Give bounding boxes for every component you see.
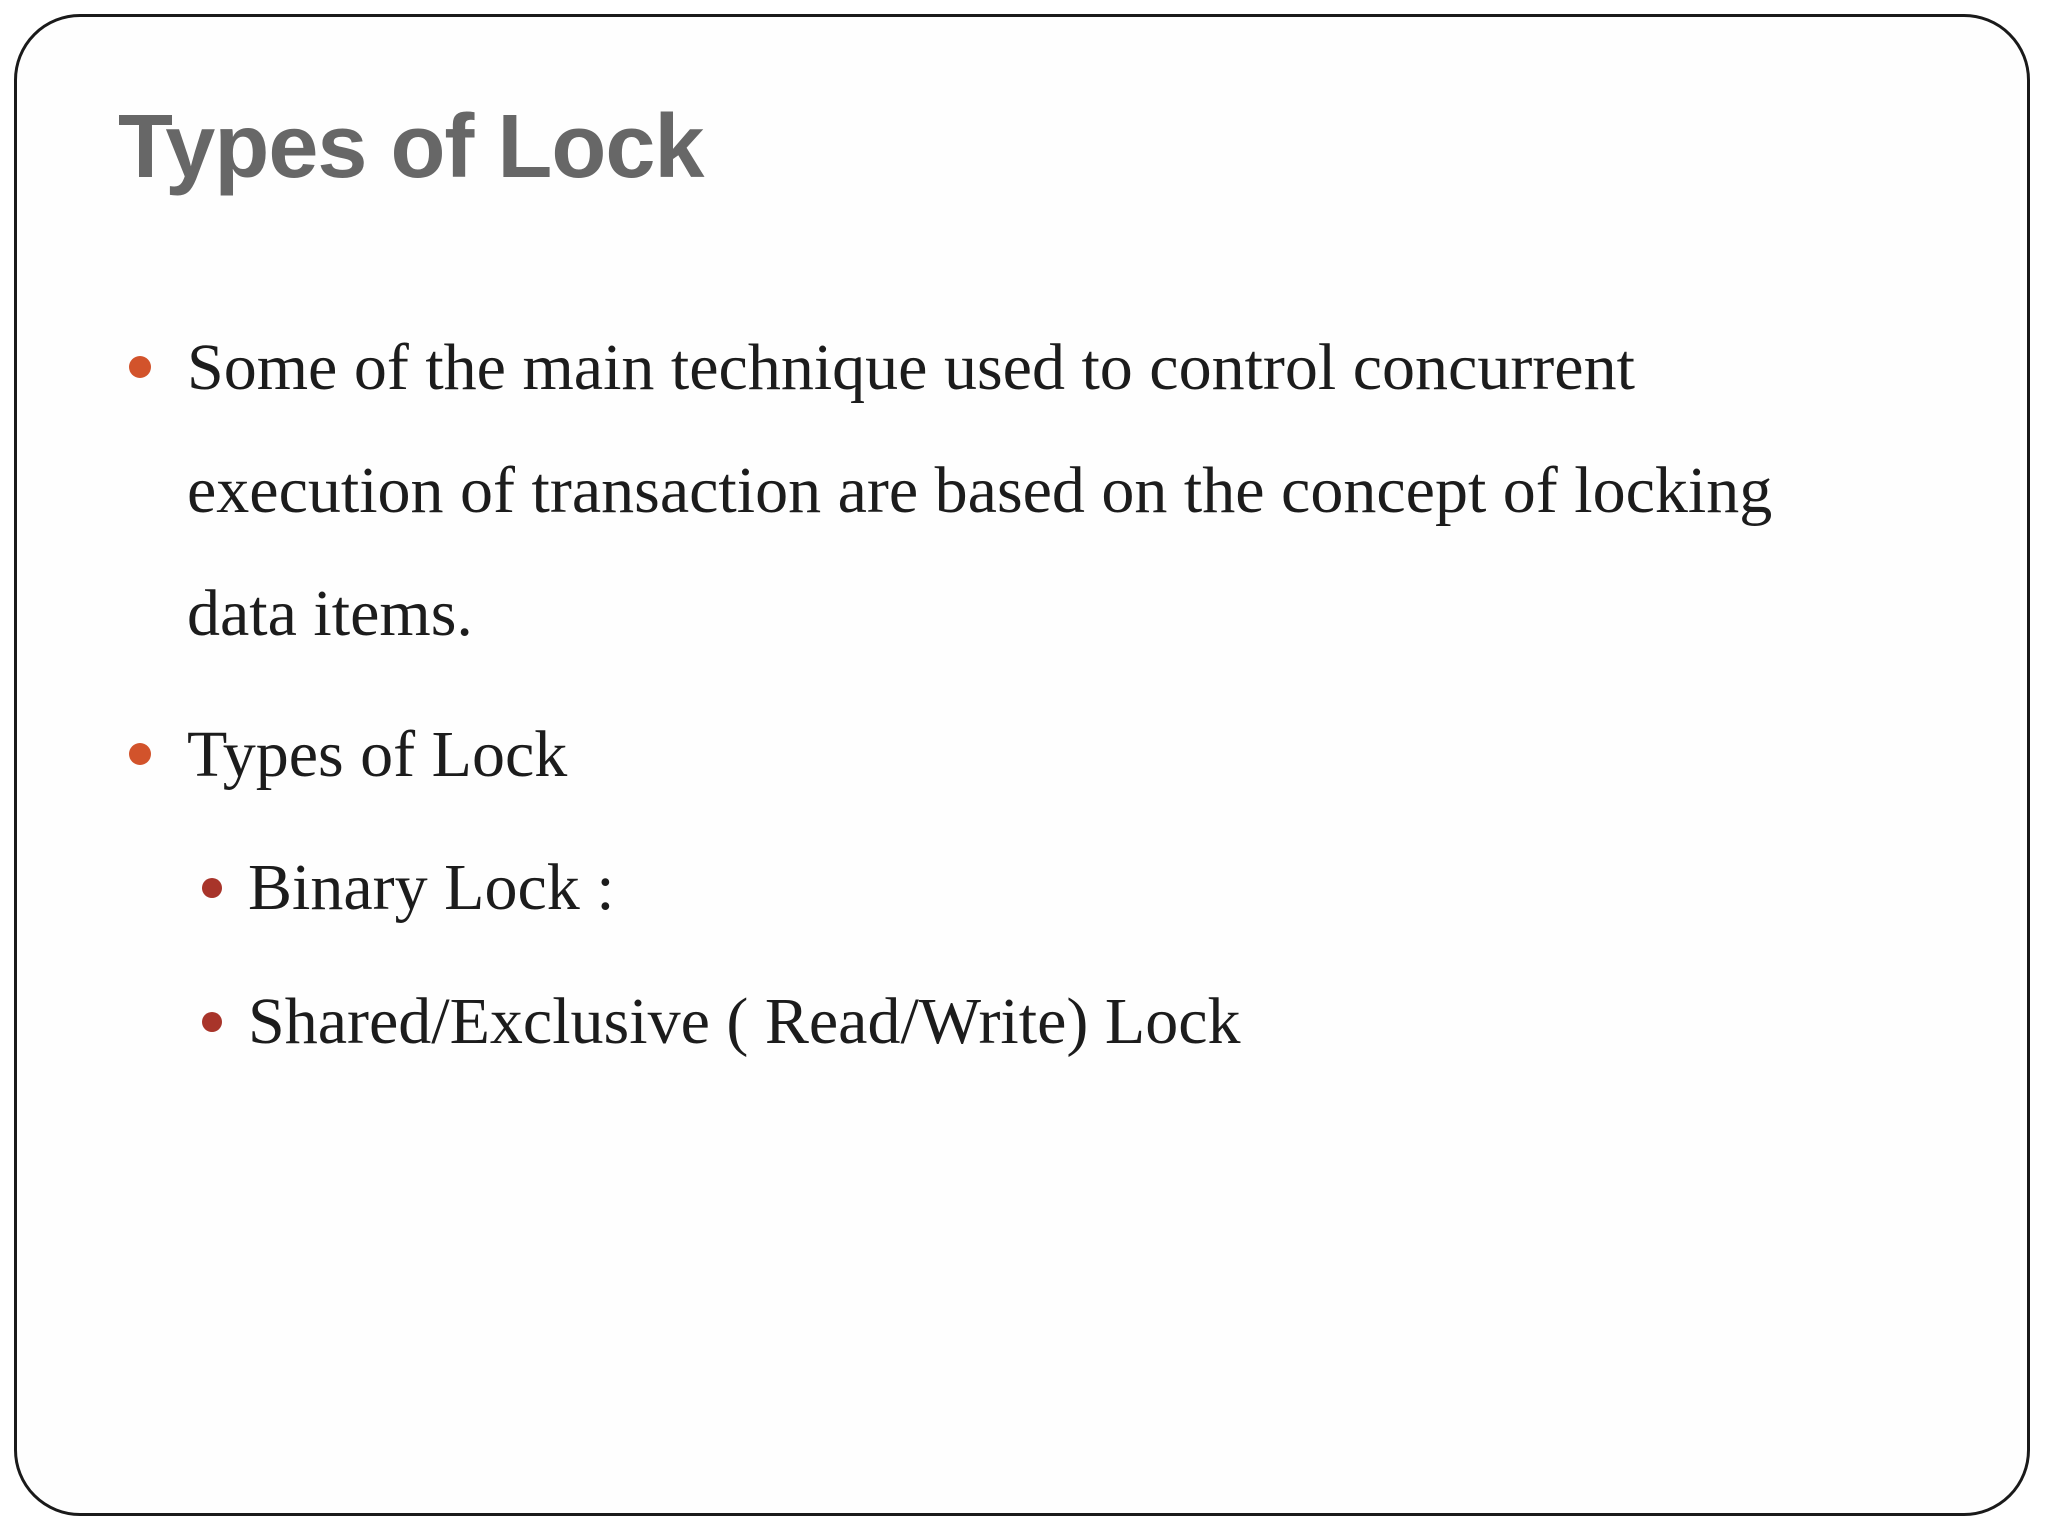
bullet-text-line: execution of transaction are based on the concept of locking (187, 454, 1773, 527)
bullet-dot-icon (129, 743, 151, 765)
sub-bullet-text: Binary Lock : (248, 851, 615, 924)
bullet-continuation (187, 552, 473, 675)
bullet-item (187, 693, 567, 816)
bullet-text-line: data items. (187, 577, 473, 650)
bullet-dot-icon (129, 356, 151, 378)
bullet-item (187, 306, 1635, 429)
sub-bullet-dot-icon (202, 1012, 222, 1032)
bullet-text-line: Some of the main technique used to control concurrent (187, 331, 1635, 404)
slide-title: Types of Lock (118, 97, 704, 197)
bullet-text-line: Types of Lock (187, 718, 568, 791)
sub-bullet-item (248, 960, 1240, 1083)
sub-bullet-dot-icon (202, 878, 222, 898)
sub-bullet-text: Shared/Exclusive ( Read/Write) Lock (248, 985, 1241, 1058)
sub-bullet-item (248, 826, 615, 949)
bullet-continuation (187, 429, 1772, 552)
